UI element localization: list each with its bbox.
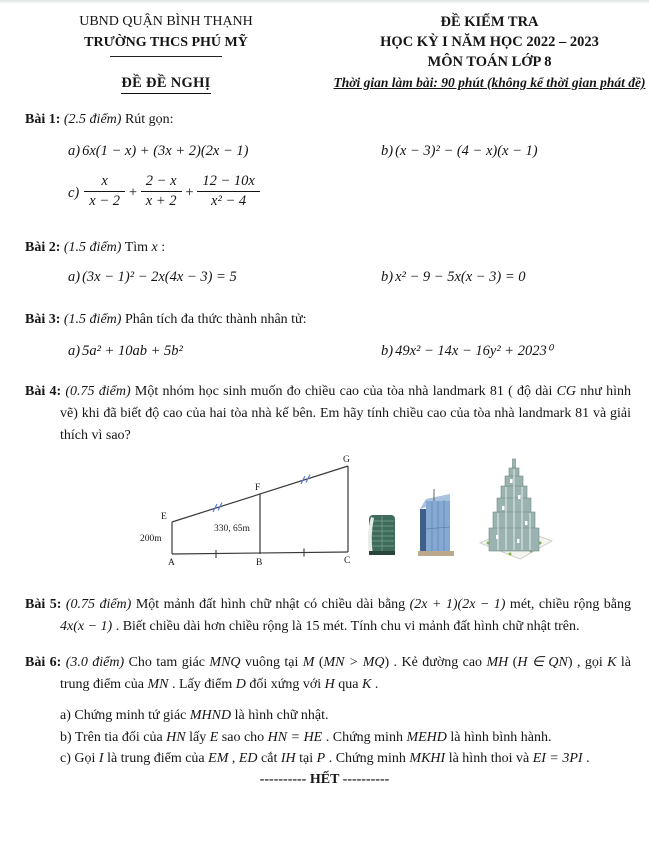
problem-2-item-b [381,269,526,286]
problem-2-task: Tìm x : [124,240,166,255]
problem-6-label: Bài 6: [25,655,62,670]
figure-label-g: G [343,455,350,465]
item-b-label: b) [381,269,394,285]
problem-3-item-a [68,343,183,360]
exam-subject: MÔN TOÁN LỚP 8 [427,54,552,70]
problem-2-items-ab [0,269,649,291]
fraction-3-denominator: x² − 4 [211,192,247,209]
figure-label-f: F [255,483,261,493]
problem-3-task: Phân tích đa thức thành nhân tử: [124,312,307,327]
item-b-expression: 49x² − 14x − 16y² + 2023⁰ [395,343,553,359]
item-b-expression: x² − 9 − 5x(x − 3) = 0 [395,269,526,285]
figure-label-e: E [161,512,167,522]
org-name: UBND QUẬN BÌNH THẠNH [79,14,253,29]
problem-4-points: (0.75 điểm) [65,384,131,399]
problem-3-item-b [381,343,553,360]
problem-5-label: Bài 5: [25,597,62,612]
plus-operator: + [184,184,195,201]
problem-5-statement [25,594,631,638]
header-school-block [0,12,332,94]
item-a-expression: 5a² + 10ab + 5b² [82,343,183,359]
fraction-3 [197,173,259,209]
fraction-3-numerator: 12 − 10x [197,173,259,192]
item-a-label: a) [68,269,81,285]
school-name: TRƯỜNG THCS PHÚ MỸ [84,35,248,50]
item-b-expression: (x − 3)² − (4 − x)(x − 1) [395,143,538,159]
problem-1-items-ab [0,143,649,165]
problem-6-text: Cho tam giác MNQ vuông tại M (MN > MQ) . Kẻ đường cao MH (H ∈ QN) , gọi K là trung điểm của MN . Lấy điểm D đối xứng với H qua K . [60,655,631,692]
problem-4-label: Bài 4: [25,384,62,399]
fraction-1 [84,173,125,209]
item-a-label: a) [68,343,81,359]
problem-4-text: Một nhóm học sinh muốn đo chiều cao của tòa nhà landmark 81 ( độ dài CG như hình vẽ) khi đã biết độ cao của hai tòa nhà kế bên. Em hãy tính chiều cao của tòa nhà landmark 81 và giải thích vì sao? [60,384,632,443]
diagram-lines [172,466,348,554]
similar-triangles-diagram [100,451,560,581]
item-a-label: a) [68,143,81,159]
problem-1-task: Rút gọn: [124,112,174,127]
figure-measure-bf: 330, 65m [214,524,250,534]
fraction-1-denominator: x − 2 [89,192,120,209]
item-c-label: c) [68,184,80,201]
exam-term: HỌC KỲ I NĂM HỌC 2022 – 2023 [380,34,599,50]
problem-5-text: Một mảnh đất hình chữ nhật có chiều dài bằng (2x + 1)(2x − 1) mét, chiều rộng bằng 4x(x − 1) . Biết chiều dài hơn chiều rộng là 15 mét. Tính chu vi mảnh đất hình chữ nhật trên. [60,597,632,634]
item-b-label: b) [381,343,394,359]
problem-2-item-a [68,269,237,286]
problem-1-heading [25,109,631,131]
figure-label-c: C [344,556,351,566]
problem-3-points: (1.5 điểm) [63,312,122,327]
fraction-2 [141,173,182,209]
exam-header [0,4,649,94]
item-c-expression [68,175,263,211]
figure-label-a: A [168,558,175,568]
problem-6-item-b: b) Trên tia đối của HN lấy E sao cho HN = HE . Chứng minh MEHD là hình bình hành. [60,729,552,745]
problem-2-label: Bài 2: [25,240,61,255]
problem-2-points: (1.5 điểm) [63,240,122,255]
problem-4-figure [100,451,649,581]
end-of-exam-marker: ---------- HẾT ---------- [259,771,390,787]
problem-6-statement [25,652,631,696]
problem-6-item-c: c) Gọi I là trung điểm của EM , ED cắt IH tại P . Chứng minh MKHI là hình thoi và EI = 3PI . [60,751,590,766]
item-a-expression: (3x − 1)² − 2x(4x − 3) = 5 [82,269,237,285]
problem-5-points: (0.75 điểm) [65,597,132,612]
problem-6-subitems [0,705,649,770]
item-a-expression: 6x(1 − x) + (3x + 2)(2x − 1) [82,143,249,159]
problem-2-heading [25,237,631,259]
header-title-block [332,12,647,94]
problem-6-points: (3.0 điểm) [65,655,125,670]
problem-3-label: Bài 3: [25,312,61,327]
problem-3-heading [25,309,631,331]
exam-type-label: ĐỀ ĐỀ NGHỊ [121,75,210,94]
blue-tower-illustration [418,489,454,556]
item-b-label: b) [381,143,394,159]
problem-1-points: (2.5 điểm) [63,112,122,127]
problem-1-item-a [68,143,248,160]
problem-3-items-ab [0,343,649,365]
landmark81-illustration [480,459,552,559]
figure-label-b: B [256,558,263,568]
fraction-2-numerator: 2 − x [141,173,182,192]
problem-1-item-b [381,143,538,160]
problem-1-item-c [0,175,649,225]
figure-measure-ae: 200m [140,534,162,544]
exam-duration: Thời gian làm bài: 90 phút (không kể thời gian phát đề) [333,75,646,90]
problem-1-label: Bài 1: [25,112,61,127]
problem-4-statement [25,381,631,447]
exam-title: ĐỀ KIỂM TRA [440,14,539,30]
small-building-illustration [368,515,395,555]
plus-operator: + [128,184,138,201]
fraction-2-denominator: x + 2 [145,192,177,209]
fraction-1-numerator: x [84,173,125,192]
problem-6-item-a: a) Chứng minh tứ giác MHND là hình chữ nhật. [60,708,329,723]
